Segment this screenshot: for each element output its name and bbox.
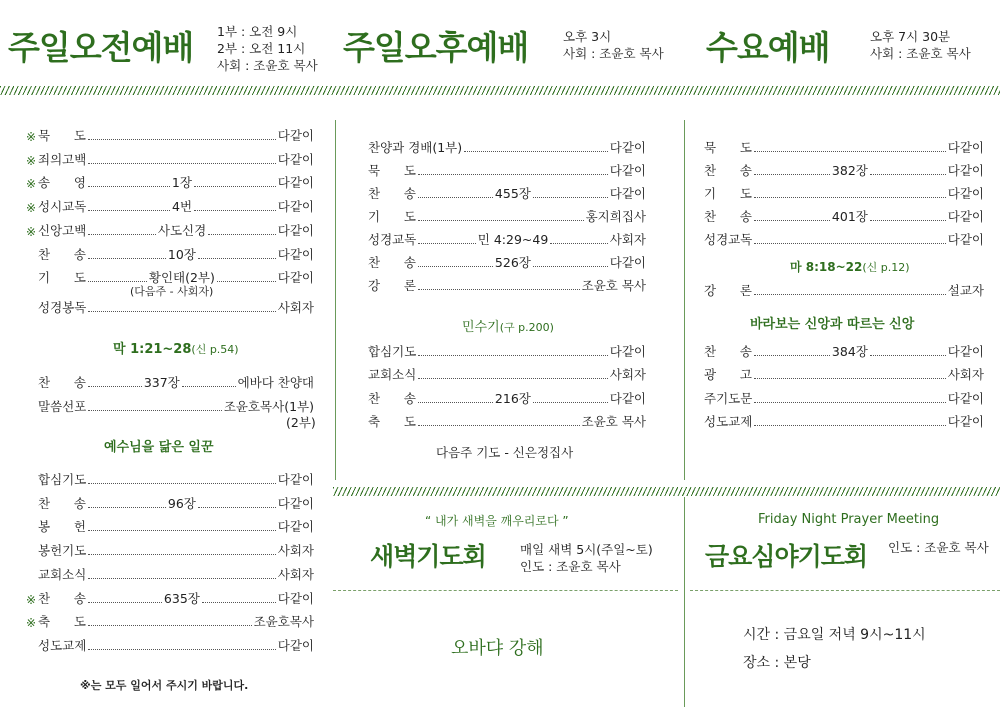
row-mid: 401장 — [831, 209, 868, 224]
friday-info: 인도 : 조윤호 목사 — [888, 540, 989, 555]
scripture-ref: 막 1:21~28 — [113, 342, 192, 357]
row-value: 다같이 — [609, 390, 647, 406]
dawn-info — [520, 541, 653, 575]
row-value: 사회자 — [277, 566, 314, 582]
sermon-row-value2: (2부) — [286, 415, 316, 430]
dawn-quote: “ 내가 새벽을 깨우리로다 ” — [425, 514, 569, 528]
row-label: 찬 송 — [38, 375, 86, 390]
row-label: 축 도 — [368, 413, 416, 429]
service-row — [26, 296, 314, 316]
row-value: 다같이 — [947, 344, 985, 359]
row-label: 찬양과 경배(1부) — [368, 140, 463, 155]
afternoon-topic: 민수기(구 p.200) — [462, 320, 554, 335]
row-label: 합심기도 — [368, 344, 417, 359]
row-label: 찬 송 — [368, 186, 416, 201]
row-label: 찬 송 — [38, 246, 86, 262]
stand-mark: ※ — [26, 130, 37, 144]
afternoon-next-prayer: 다음주 기도 - 신은정집사 — [436, 445, 574, 460]
row-value: 사회자 — [947, 367, 984, 383]
service-row — [26, 171, 314, 191]
row-value: 다같이 — [947, 209, 985, 224]
row-value: 에바다 찬양대 — [237, 375, 314, 390]
row-mid: 455장 — [494, 186, 531, 201]
row-value: 다같이 — [947, 163, 985, 178]
row-value: 다같이 — [277, 246, 314, 262]
row-value: 사회자 — [277, 543, 314, 559]
row-label: 합심기도 — [38, 472, 87, 487]
row-value: 사회자 — [609, 367, 646, 383]
row-value: 다같이 — [609, 344, 646, 359]
afternoon-info-line: 사회 : 조윤호 목사 — [563, 46, 664, 61]
row-mid: 384장 — [831, 344, 868, 359]
row-label: 축 도 — [38, 614, 86, 630]
morning-info — [217, 23, 318, 74]
row-value: 다같이 — [947, 390, 984, 406]
row-value: 다같이 — [947, 140, 984, 155]
row-label: 묵 도 — [38, 128, 86, 143]
row-value: 조윤호 목사 — [581, 413, 646, 429]
friday-title: 금요심야기도회 — [705, 542, 868, 571]
column-divider — [684, 120, 685, 480]
service-row — [368, 340, 646, 360]
row-mid: 216장 — [494, 390, 531, 406]
row-value: 다같이 — [947, 186, 984, 201]
row-value: 조윤호목사(1부) — [223, 399, 314, 414]
service-row — [704, 159, 984, 179]
row-label: 찬 송 — [38, 495, 86, 511]
wednesday-info — [870, 28, 971, 62]
service-row — [26, 148, 314, 168]
row-value: 다같이 — [277, 175, 315, 191]
row-value: 다같이 — [277, 590, 315, 606]
morning-sermon-row — [26, 395, 314, 415]
morning-info-line: 사회 : 조윤호 목사 — [217, 58, 318, 73]
service-row — [368, 363, 646, 383]
service-row — [704, 182, 984, 202]
row-value: 다같이 — [609, 163, 646, 178]
row-label: 찬 송 — [704, 344, 752, 359]
column-divider — [335, 120, 336, 480]
morning-info-line: 1부 : 오전 9시 — [217, 24, 298, 39]
row-label: 성경교독 — [704, 232, 753, 247]
stand-mark: ※ — [26, 224, 37, 239]
row-label: 주기도문 — [704, 390, 753, 406]
row-value: 홍지희집사 — [585, 209, 646, 224]
row-mid: 337장 — [143, 375, 180, 390]
service-row — [26, 539, 314, 559]
dawn-info-line: 매일 새벽 5시(주일~토) — [520, 542, 653, 557]
wednesday-info-line: 사회 : 조윤호 목사 — [870, 46, 971, 61]
row-label: 봉 헌 — [38, 519, 86, 535]
row-mid: 1장 — [171, 175, 192, 191]
service-row — [368, 182, 646, 202]
morning-title: 주일오전예배 — [8, 28, 194, 67]
dawn-dashed-line — [333, 590, 678, 591]
friday-english: Friday Night Prayer Meeting — [758, 512, 940, 527]
service-row — [368, 136, 646, 156]
morning-hymn-row — [26, 371, 314, 391]
row-mid: 526장 — [494, 255, 531, 270]
stand-mark: ※ — [26, 177, 37, 192]
stand-mark: ※ — [26, 616, 37, 631]
row-value: 다같이 — [947, 232, 984, 247]
footnote: ※는 모두 일어서 주시기 바랍니다. — [80, 679, 249, 692]
dawn-info-line: 인도 : 조윤호 목사 — [520, 559, 621, 574]
row-label: 찬 송 — [704, 163, 752, 178]
row-label: 봉헌기도 — [38, 543, 87, 559]
service-row — [26, 468, 314, 488]
row-mid: 민 4:29~49 — [477, 232, 549, 247]
row-value: 사회자 — [609, 232, 647, 247]
row-label: 묵 도 — [704, 140, 752, 155]
row-mid: 635장 — [163, 590, 200, 606]
row-label: 묵 도 — [368, 163, 416, 178]
row-label: 성경봉독 — [38, 300, 87, 315]
service-row — [704, 340, 984, 360]
service-row — [368, 251, 646, 271]
row-label: 찬 송 — [368, 390, 416, 406]
wednesday-title: 수요예배 — [706, 28, 830, 67]
afternoon-info-line: 오후 3시 — [563, 29, 612, 44]
stand-mark: ※ — [26, 592, 37, 607]
service-row — [26, 587, 314, 607]
row-label: 성도교제 — [704, 413, 753, 429]
wednesday-scripture: 마 8:18~22(신 p.12) — [790, 260, 910, 274]
row-label: 성경교독 — [368, 232, 417, 247]
row-value: 다같이 — [277, 270, 314, 286]
row-label: 기 도 — [368, 209, 416, 224]
box-divider — [684, 497, 685, 707]
service-row — [26, 634, 314, 654]
row-value: 다같이 — [277, 151, 314, 167]
row-label: 찬 송 — [368, 255, 416, 270]
service-row — [26, 515, 314, 535]
dawn-lead: 오바댜 강해 — [451, 638, 544, 659]
row-label: 성도교제 — [38, 637, 87, 653]
row-value: 다같이 — [277, 128, 314, 143]
service-row — [26, 195, 314, 215]
row-value: 다같이 — [277, 637, 314, 653]
morning-info-line: 2부 : 오전 11시 — [217, 41, 306, 56]
morning-scripture — [113, 338, 239, 357]
row-label: 강 론 — [704, 283, 752, 298]
row-value: 다같이 — [277, 222, 315, 238]
wednesday-info-line: 오후 7시 30분 — [870, 29, 951, 44]
service-row — [368, 410, 646, 430]
row-label: 기 도 — [704, 186, 752, 201]
row-mid: 4번 — [172, 199, 193, 215]
bottom-divider — [333, 487, 1000, 496]
row-value: 조윤호목사 — [253, 614, 314, 630]
afternoon-title: 주일오후예배 — [343, 28, 529, 67]
service-row — [368, 274, 646, 294]
service-row — [704, 363, 984, 383]
row-label: 찬 송 — [38, 590, 86, 606]
row-value: 다같이 — [277, 519, 314, 535]
row-label: 교회소식 — [38, 566, 87, 582]
row-label: 신앙고백 — [38, 222, 87, 238]
row-label: 강 론 — [368, 278, 416, 293]
service-row — [26, 492, 314, 512]
row-value: 다같이 — [609, 186, 647, 201]
row-value: 조윤호 목사 — [581, 278, 646, 293]
row-label: 성시교독 — [38, 199, 87, 215]
row-value: 다같이 — [277, 495, 314, 511]
friday-place: 장소 : 본당 — [743, 655, 811, 671]
row-mid: 사도신경 — [157, 222, 207, 238]
service-row — [26, 124, 314, 144]
prayer-note: (다음주 - 사회자) — [130, 285, 214, 298]
row-value: 다같이 — [277, 199, 315, 215]
friday-dashed-line — [690, 590, 1000, 591]
row-label: 송 영 — [38, 175, 86, 191]
row-value: 다같이 — [947, 413, 984, 429]
row-mid: 96장 — [167, 495, 196, 511]
row-label: 죄의고백 — [38, 151, 87, 167]
row-label: 말씀선포 — [38, 399, 87, 414]
stand-mark: ※ — [26, 201, 37, 216]
service-row — [26, 563, 314, 583]
row-value: 다같이 — [609, 255, 647, 270]
row-label: 찬 송 — [704, 209, 752, 224]
service-row — [704, 228, 984, 248]
service-row — [26, 610, 314, 630]
service-row — [704, 410, 984, 430]
row-value: 다같이 — [609, 140, 646, 155]
row-mid: 382장 — [831, 163, 868, 178]
afternoon-info — [563, 28, 664, 62]
service-row — [26, 219, 314, 239]
row-label: 기 도 — [38, 270, 86, 286]
row-mid: 황인태(2부) — [148, 270, 215, 286]
wednesday-sermon-title: 바라보는 신앙과 따르는 신앙 — [750, 317, 915, 332]
scripture-page: (신 p.54) — [191, 343, 239, 356]
dawn-title: 새벽기도회 — [370, 542, 486, 571]
service-row — [368, 387, 646, 407]
wednesday-lecture-row — [704, 279, 984, 299]
row-label: 교회소식 — [368, 367, 417, 383]
service-row — [368, 159, 646, 179]
service-row — [368, 205, 646, 225]
service-row — [704, 387, 984, 407]
service-row — [368, 228, 646, 248]
row-mid: 10장 — [167, 246, 196, 262]
stand-mark: ※ — [26, 153, 37, 168]
morning-sermon-title: 예수님을 닮은 일꾼 — [104, 440, 214, 455]
row-value: 설교자 — [947, 283, 984, 298]
service-row — [704, 205, 984, 225]
row-value: 다같이 — [277, 472, 314, 487]
row-label: 광 고 — [704, 367, 752, 383]
service-row — [26, 243, 314, 263]
service-row — [704, 136, 984, 156]
friday-time: 시간 : 금요일 저녁 9시~11시 — [743, 627, 926, 643]
header-divider — [0, 86, 1000, 95]
row-value: 사회자 — [277, 300, 314, 315]
